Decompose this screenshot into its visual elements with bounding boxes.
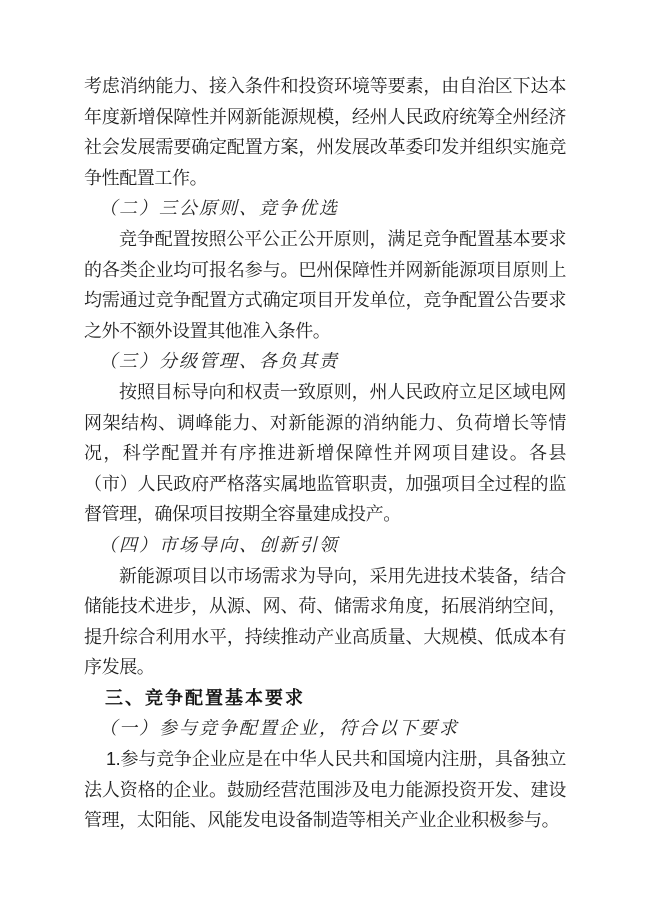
paragraph-section-3-body: 按照目标导向和权责一致原则，州人民政府立足区域电网网架结构、调峰能力、对新能源的消纳能力、负荷增长等情况，科学配置并有序推进新增保障性并网项目建设。各县（市）人民政府严格落实属地监管职责，加强项目全过程的监督管理，确保项目按期全容量建成投产。 bbox=[84, 381, 566, 525]
paragraph-section-2-body: 竞争配置按照公平公正公开原则，满足竞争配置基本要求的各类企业均可报名参与。巴州保障性并网新能源项目原则上均需通过竞争配置方式确定项目开发单位，竞争配置公告要求之外不额外设置其他准入条件。 bbox=[84, 228, 566, 341]
paragraph-clause-1-item-1: 1.参与竞争企业应是在中华人民共和国境内注册，具备独立法人资格的企业。鼓励经营范围涉及电力能源投资开发、建设管理，太阳能、风能发电设备制造等相关产业企业积极参与。 bbox=[84, 749, 566, 831]
heading-clause-1-participating-enterprises: （一）参与竞争配置企业，符合以下要求 bbox=[99, 718, 459, 739]
heading-section-3-tiered-management: （三）分级管理、各负其责 bbox=[99, 351, 339, 372]
heading-chapter-3-basic-requirements: 三、竞争配置基本要求 bbox=[105, 687, 305, 708]
paragraph-allocation-scheme-continuation: 考虑消纳能力、接入条件和投资环境等要素，由自治区下达本年度新增保障性并网新能源规模，经州人民政府统筹全州经济社会发展需要确定配置方案，州发展改革委印发并组织实施竞争性配置工作。 bbox=[84, 76, 566, 188]
paragraph-section-4-body: 新能源项目以市场需求为导向，采用先进技术装备，结合储能技术进步，从源、网、荷、储需求角度，拓展消纳空间，提升综合利用水平，持续推动产业高质量、大规模、低成本有序发展。 bbox=[84, 565, 566, 678]
document-text-block bbox=[84, 0, 566, 836]
heading-section-4-market-orientation: （四）市场导向、创新引领 bbox=[99, 534, 339, 555]
heading-section-2-three-opens-principle: （二）三公原则、竞争优选 bbox=[99, 198, 339, 219]
